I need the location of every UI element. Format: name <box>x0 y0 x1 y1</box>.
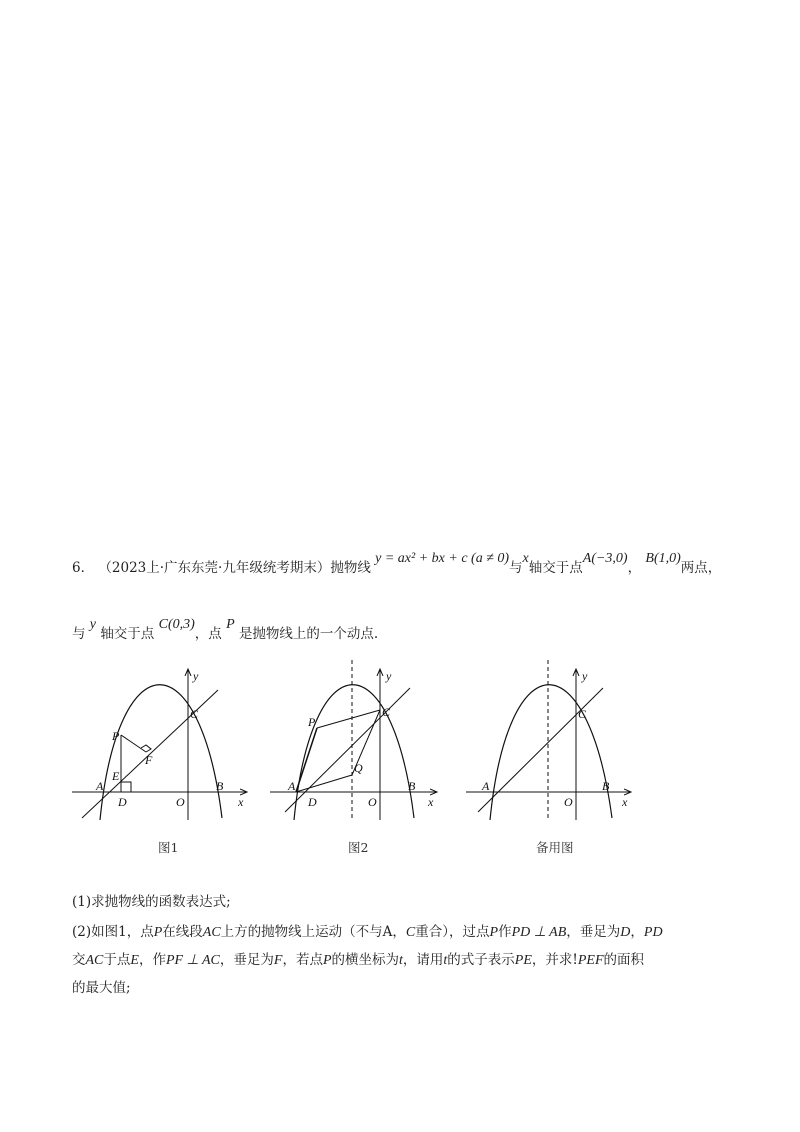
label-c: C <box>382 705 391 719</box>
label-b: B <box>602 779 610 793</box>
point-c: C(0,3) <box>158 617 195 632</box>
var-p: P <box>322 953 332 968</box>
label-b: B <box>408 779 416 793</box>
text: ，垂足为 <box>566 924 621 940</box>
line-ac <box>285 688 410 812</box>
caption-backup-figure: 备用图 <box>536 840 574 855</box>
segment-pf <box>121 735 146 752</box>
label-e: E <box>112 769 120 783</box>
label-x: x <box>428 795 434 809</box>
var-ac: AC <box>202 925 221 940</box>
var-pef: PEF <box>577 953 604 968</box>
label-x: x <box>622 795 628 809</box>
text: 与 <box>72 626 86 642</box>
figure-3 <box>466 660 630 820</box>
point-b: B(1,0) <box>645 551 681 566</box>
point-a: A(−3,0) <box>582 551 628 566</box>
figure-2 <box>270 660 436 820</box>
label-q: Q <box>354 761 363 775</box>
text: 于点 <box>103 952 131 968</box>
text: 的横坐标为 <box>331 952 400 968</box>
text: 轴交于点 <box>100 626 155 642</box>
problem-source: （2023上·广东东莞·九年级统考期末） <box>98 560 331 576</box>
var-t: t <box>399 953 403 968</box>
label-c: C <box>190 707 199 721</box>
text: ，并求! <box>531 952 578 968</box>
label-a: A <box>96 779 104 793</box>
segment-ap <box>296 728 317 792</box>
text: 抛物线 <box>330 560 371 576</box>
label-b: B <box>216 779 224 793</box>
question-1: (1)求抛物线的函数表达式; <box>72 894 231 910</box>
expr-pd-perp-ab: PD ⊥ AB <box>511 925 567 940</box>
label-p: P <box>308 715 316 729</box>
label-y: y <box>386 669 392 683</box>
segment-pc <box>317 710 380 728</box>
parabola <box>490 685 612 820</box>
question-2-line-3: 的最大值; <box>72 980 131 996</box>
text: ，作 <box>138 952 166 968</box>
var-pd: PD <box>643 925 663 940</box>
text: ，垂足为 <box>219 952 274 968</box>
figure-1 <box>72 670 246 820</box>
text: 在线段 <box>162 924 203 940</box>
var-d: D <box>620 925 631 940</box>
parabola-equation: y = ax² + bx + c (a ≠ 0) <box>375 551 510 566</box>
y-variable: y <box>89 617 97 632</box>
text: 轴交于点 <box>528 560 583 576</box>
text: ， <box>627 560 642 576</box>
question-2-line-1 <box>72 920 663 941</box>
label-y: y <box>582 669 588 683</box>
text: (2)如图1，点 <box>72 924 154 940</box>
text: 与 <box>509 560 523 576</box>
segment-aq <box>296 775 352 792</box>
var-f: F <box>273 953 283 968</box>
text: 交 <box>72 952 86 968</box>
text: 作 <box>498 924 512 940</box>
var-e: E <box>130 953 139 968</box>
label-o: O <box>368 795 377 809</box>
text: ，请用 <box>402 952 444 968</box>
right-angle-d <box>121 782 131 792</box>
label-o: O <box>564 795 573 809</box>
figure-1-labels <box>95 669 244 809</box>
var-c: C <box>405 925 416 940</box>
text: 上方的抛物线上运动（不与A， <box>220 924 406 940</box>
expr-pf-perp-ac: PF ⊥ AC <box>165 953 220 968</box>
label-x: x <box>238 795 244 809</box>
var-pe: PE <box>514 953 532 968</box>
label-c: C <box>578 707 587 721</box>
label-d: D <box>308 795 317 809</box>
x-variable: x <box>522 551 529 566</box>
right-angle-f <box>141 745 151 752</box>
text: ，点 <box>194 626 222 642</box>
var-ac: AC <box>85 953 104 968</box>
var-p: P <box>489 925 499 940</box>
text: 是抛物线上的一个动点. <box>238 626 379 642</box>
label-d: D <box>118 795 127 809</box>
caption-figure-1: 图1 <box>158 840 179 855</box>
label-o: O <box>176 795 185 809</box>
question-2-line-2 <box>72 948 644 969</box>
text: 的式子表示 <box>447 952 515 968</box>
text: 两点， <box>680 560 722 576</box>
caption-figure-2: 图2 <box>348 840 369 855</box>
text: 的面积 <box>603 952 644 968</box>
text: 重合），过点 <box>415 924 490 940</box>
text: ， <box>630 924 644 940</box>
label-p: P <box>112 729 120 743</box>
problem-number: 6． <box>72 560 95 576</box>
point-p: P <box>226 617 235 632</box>
var-t: t <box>443 953 448 968</box>
var-p: P <box>153 925 163 940</box>
label-a: A <box>482 779 490 793</box>
label-a: A <box>288 779 296 793</box>
label-f: F <box>145 753 153 767</box>
text: ，若点 <box>282 952 323 968</box>
figure-3-labels <box>481 669 628 809</box>
label-y: y <box>193 669 199 683</box>
